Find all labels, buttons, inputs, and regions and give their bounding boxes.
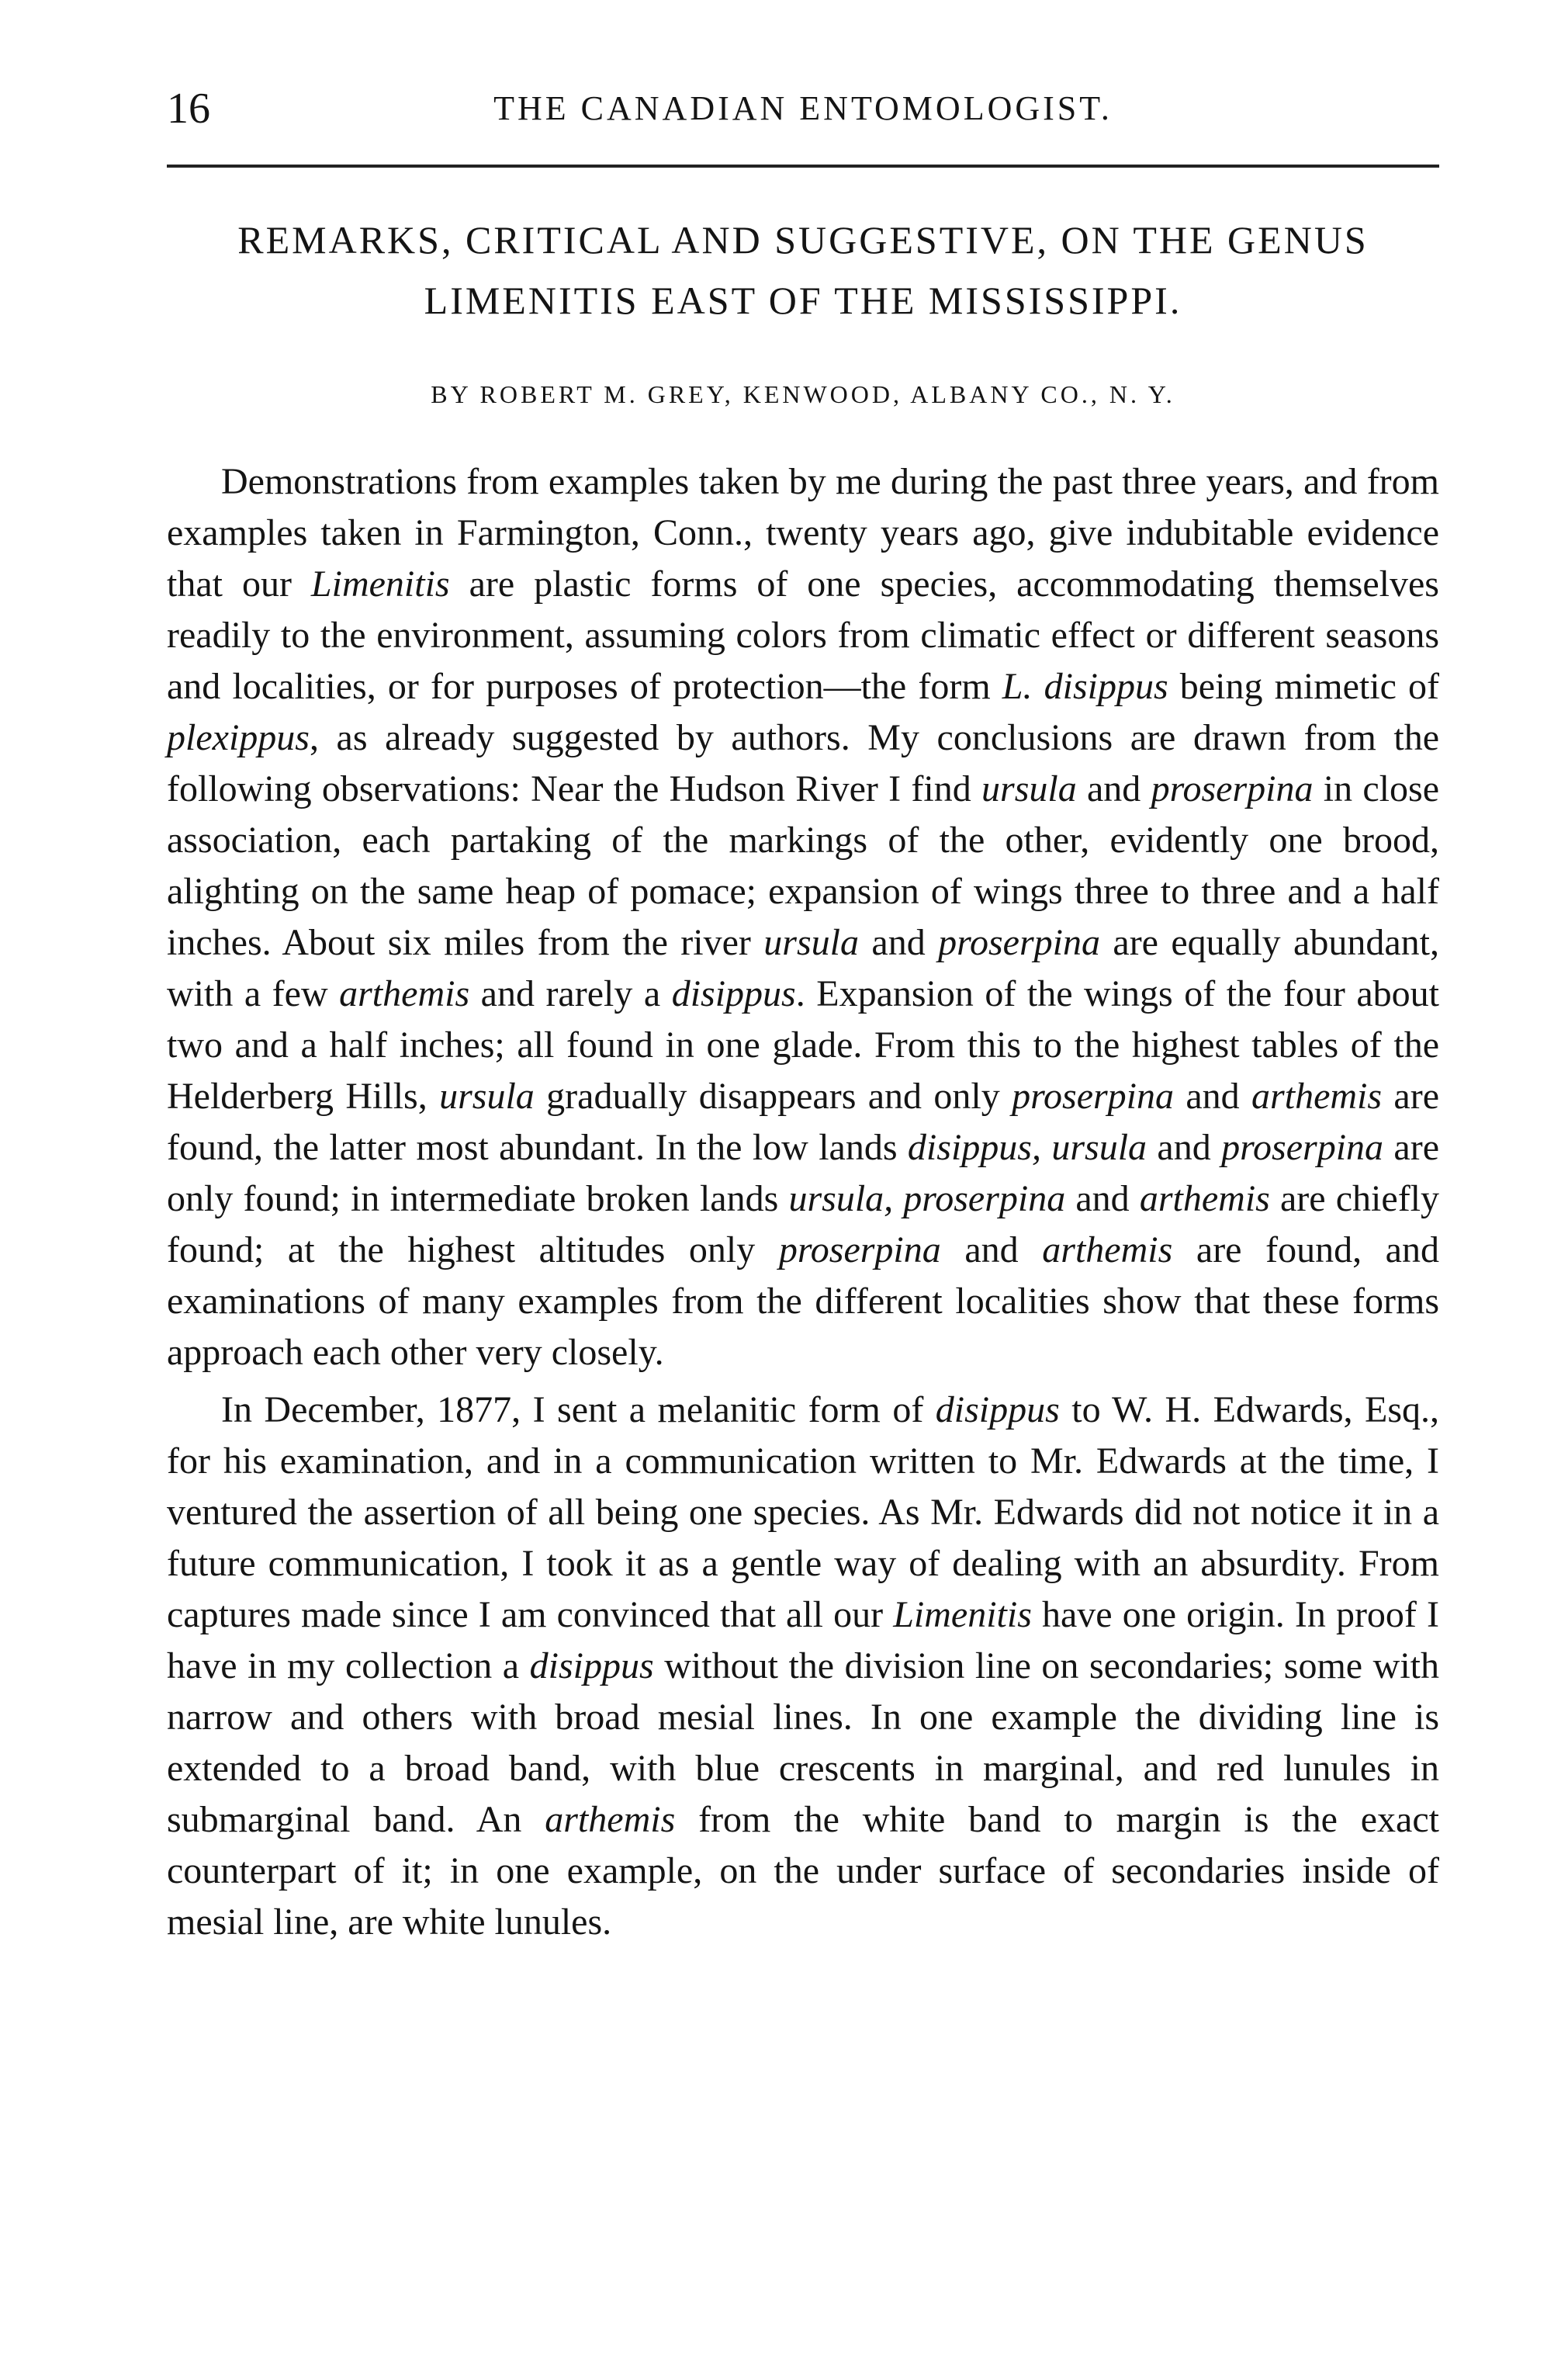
paragraph [167, 456, 1439, 1378]
text-run: are chiefly found; at the highest altitudes only [167, 1178, 1440, 1270]
italic-term: ursula, proserpina [788, 1178, 1066, 1219]
text-run: and [1065, 1178, 1140, 1219]
text-run: are found, and examinations of many examples from the different localities show that these forms approach each other very closely. [167, 1229, 1439, 1373]
running-head [167, 78, 1439, 140]
italic-term: ursula [981, 768, 1077, 809]
text-run: in close association, each partaking of the markings of the other, evidently one brood, alighting on the same heap of pomace; expansion of wings three to three and a half inches. About six miles from the river [167, 768, 1439, 963]
italic-term: proserpina [938, 922, 1100, 963]
italic-term: Limenitis [893, 1594, 1032, 1635]
italic-term: arthemis [339, 973, 470, 1014]
text-run: from the white band to margin is the exact counterpart of it; in one example, on the under surface of secondaries inside of mesial line, are white lunules. [167, 1799, 1439, 1943]
journal-title: THE CANADIAN ENTOMOLOGIST. [493, 89, 1113, 127]
text-run: and [1147, 1127, 1222, 1168]
italic-term: ursula [763, 922, 859, 963]
text-run: and [940, 1229, 1043, 1270]
italic-term: disippus, ursula [907, 1127, 1147, 1168]
text-run: Demonstrations from examples taken by me during the past three years, and from examples taken in Farmington, Conn., twenty years ago, give indubitable evidence that our [167, 461, 1439, 605]
text-run: without the division line on secondaries; some with narrow and others with broad mesial lines. In one example the dividing line is extended to a broad band, with blue crescents in marginal, and red lunules in submarginal band. An [167, 1645, 1440, 1840]
text-run: have one origin. In proof I have in my collection a [167, 1594, 1439, 1686]
italic-term: arthemis [1139, 1178, 1270, 1219]
italic-term: proserpina [1221, 1127, 1384, 1168]
byline: BY ROBERT M. GREY, KENWOOD, ALBANY CO., N. Y. [431, 380, 1175, 408]
text-run: , as already suggested by authors. My conclusions are drawn from the following observations: Near the Hudson River I find [167, 717, 1439, 809]
article-body [167, 456, 1439, 1954]
italic-term: arthemis [1042, 1229, 1173, 1270]
italic-term: plexippus [167, 717, 310, 758]
italic-term: disippus [671, 973, 796, 1014]
header-rule [167, 165, 1439, 168]
italic-term: disippus [935, 1389, 1060, 1430]
italic-term: disippus [529, 1645, 654, 1686]
italic-term: Limenitis [310, 563, 450, 605]
text-run: gradually disappears and only [534, 1076, 1012, 1117]
text-run: are only found; in intermediate broken lands [167, 1127, 1440, 1219]
italic-term: proserpina [778, 1229, 941, 1270]
page-number: 16 [167, 85, 210, 133]
paragraph [167, 1385, 1439, 1948]
italic-term: proserpina [1012, 1076, 1175, 1117]
text-run: are found, the latter most abundant. In the low lands [167, 1076, 1440, 1168]
italic-term: ursula [439, 1076, 535, 1117]
italic-term: arthemis [1251, 1076, 1383, 1117]
text-run: and [859, 922, 939, 963]
text-run: and [1174, 1076, 1252, 1117]
text-run: In December, 1877, I sent a melanitic form of [221, 1389, 936, 1430]
text-run: . Expansion of the wings of the four about two and a half inches; all found in one glade. From this to the highest tables of the Helderberg Hills, [167, 973, 1439, 1117]
text-run: are plastic forms of one species, accommodating themselves readily to the environment, assuming colors from climatic effect or different seasons and localities, or for purposes of protection—the form [167, 563, 1439, 707]
italic-term: arthemis [545, 1799, 676, 1840]
italic-term: proserpina [1151, 768, 1314, 809]
text-run: and rarely a [469, 973, 672, 1014]
italic-term: L. disippus [1002, 666, 1168, 707]
article-title: REMARKS, CRITICAL AND SUGGESTIVE, ON THE GENUS LIMENITIS EAST OF THE MISSISSIPPI. [237, 218, 1369, 322]
text-run: and [1076, 768, 1151, 809]
text-run: to W. H. Edwards, Esq., for his examination, and in a communication written to Mr. Edwards at the time, I ventured the assertion of all being one species. As Mr. Edwards did not notice it in a future communication, I took it as a gentle way of dealing with an absurdity. From captures made since I am convinced that all our [167, 1389, 1440, 1635]
text-run: being mimetic of [1168, 666, 1439, 707]
text-run: are equally abundant, with a few [167, 922, 1439, 1014]
